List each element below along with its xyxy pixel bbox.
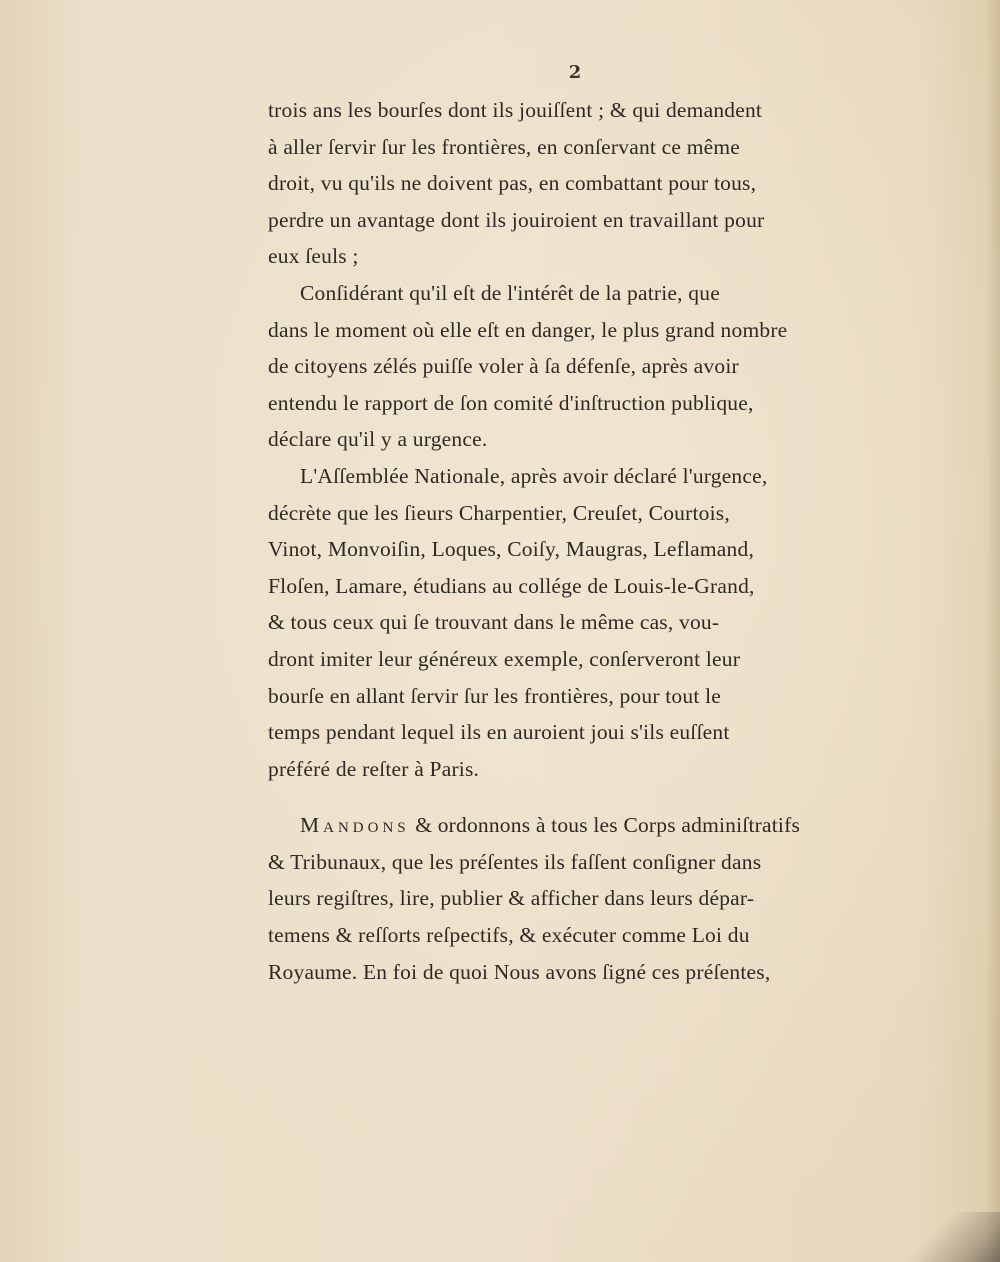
text-line: de citoyens zélés puiſſe voler à ſa défenſe, après avoir	[268, 354, 739, 379]
paragraph-1	[268, 92, 874, 275]
text-line: eux ſeuls ;	[268, 244, 359, 269]
text-line: préféré de reſter à Paris.	[268, 756, 480, 781]
text-line: Vinot, Monvoiſin, Loques, Coiſy, Maugras, Leflamand,	[268, 537, 755, 562]
text-line: droit, vu qu'ils ne doivent pas, en combattant pour tous,	[268, 171, 757, 196]
lead-word: Mandons	[300, 813, 410, 838]
text-line: L'Aſſemblée Nationale, après avoir déclaré l'urgence,	[300, 463, 768, 488]
page-corner-shadow	[890, 1212, 1000, 1262]
text-line: perdre un avantage dont ils jouiroient en travaillant pour	[268, 207, 765, 232]
text-line: & tous ceux qui ſe trouvant dans le même cas, vou-	[268, 610, 720, 635]
text-line: décrète que les ſieurs Charpentier, Creuſet, Courtois,	[268, 500, 730, 525]
paragraph-2	[268, 275, 874, 458]
text-line: dront imiter leur généreux exemple, conſerveront leur	[268, 646, 741, 671]
text-line: Royaume. En foi de quoi Nous avons ſigné ces préſentes,	[268, 959, 771, 984]
text-line	[268, 807, 874, 844]
text-line: entendu le rapport de ſon comité d'inſtruction publique,	[268, 390, 754, 415]
paragraph-4	[268, 807, 874, 990]
body-text	[268, 92, 874, 990]
page-edge-shadow	[986, 0, 1000, 1262]
text-line: bourſe en allant ſervir ſur les frontières, pour tout le	[268, 683, 721, 708]
text-line: temps pendant lequel ils en auroient joui s'ils euſſent	[268, 720, 730, 745]
text-line: dans le moment où elle eſt en danger, le plus grand nombre	[268, 317, 788, 342]
page-number: 2	[568, 62, 582, 83]
text-line: & Tribunaux, que les préſentes ils faſſent conſigner dans	[268, 849, 762, 874]
paragraph-3	[268, 458, 874, 787]
text-line: trois ans les bourſes dont ils jouiſſent ; & qui demandent	[268, 98, 763, 122]
text-line: Conſidérant qu'il eſt de l'intérêt de la patrie, que	[300, 280, 720, 305]
text-line: Floſen, Lamare, étudians au collége de Louis-le-Grand,	[268, 573, 755, 598]
text-line: déclare qu'il y a urgence.	[268, 427, 488, 452]
text-line: à aller ſervir ſur les frontières, en conſervant ce même	[268, 134, 741, 159]
text-line: temens & reſſorts reſpectifs, & exécuter comme Loi du	[268, 923, 750, 948]
text-line: leurs regiſtres, lire, publier & afficher dans leurs dépar-	[268, 886, 755, 911]
text-line-rest: & ordonnons à tous les Corps adminiſtratifs	[409, 813, 801, 838]
paragraph-gap	[268, 787, 874, 807]
